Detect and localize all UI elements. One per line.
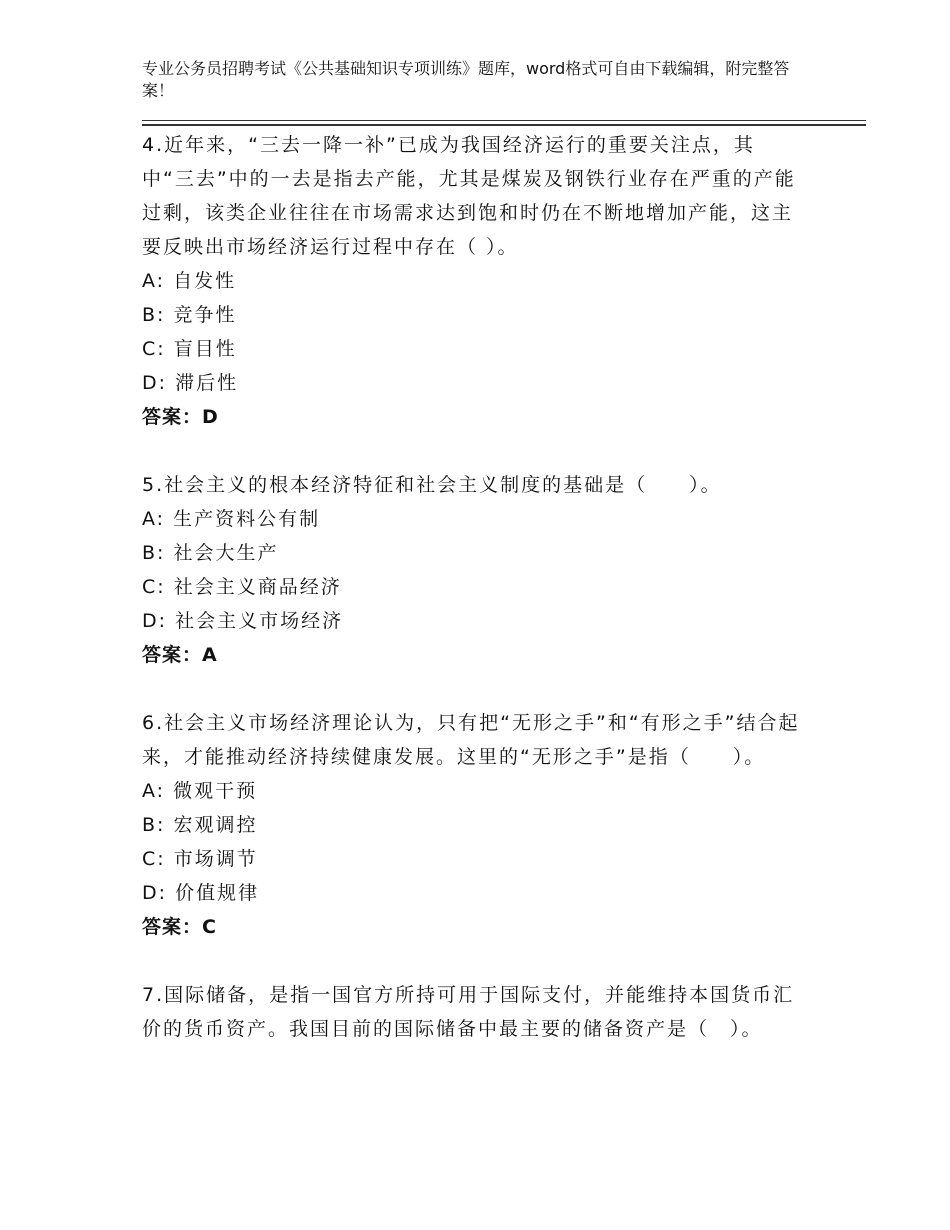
question-stem: 7.国际储备，是指一国官方所持可用于国际支付，并能维持本国货币汇价的货币资产。我国目前的国际储备中最主要的储备资产是（ ）。: [142, 984, 795, 1040]
option-c: C: 社会主义商品经济: [142, 576, 342, 598]
answer-line: 答案：D: [142, 406, 219, 428]
option-d: D: 社会主义市场经济: [142, 610, 344, 632]
option-c: C: 盲目性: [142, 338, 237, 360]
header-rule-thick: [142, 124, 866, 126]
option-b: B: 竞争性: [142, 304, 237, 326]
question-5: [142, 468, 802, 672]
option-b: B: 社会大生产: [142, 542, 279, 564]
question-7: [142, 978, 802, 1046]
document-header: 专业公务员招聘考试《公共基础知识专项训练》题库，word格式可自由下载编辑，附完整答案！: [142, 59, 790, 100]
answer-line: 答案：A: [142, 644, 218, 666]
question-list: [142, 128, 802, 1080]
option-c: C: 市场调节: [142, 848, 258, 870]
question-stem: 4.近年来，“三去一降一补”已成为我国经济运行的重要关注点，其中“三去”中的一去是指去产能，尤其是煤炭及钢铁行业存在严重的产能过剩，该类企业往往在市场需求达到饱和时仍在不断地增加产能，这主要反映出市场经济运行过程中存在（ ）。: [142, 134, 796, 258]
header-rule-thin: [142, 120, 866, 121]
option-a: A: 自发性: [142, 270, 237, 292]
option-a: A: 生产资料公有制: [142, 508, 321, 530]
question-6: [142, 706, 802, 944]
option-b: B: 宏观调控: [142, 814, 258, 836]
option-a: A: 微观干预: [142, 780, 258, 802]
question-4: [142, 128, 802, 434]
question-stem: 6.社会主义市场经济理论认为，只有把“无形之手”和“有形之手”结合起来，才能推动经济持续健康发展。这里的“无形之手”是指（ ）。: [142, 712, 800, 768]
answer-line: 答案：C: [142, 916, 217, 938]
option-d: D: 滞后性: [142, 372, 239, 394]
option-d: D: 价值规律: [142, 882, 260, 904]
question-stem: 5.社会主义的根本经济特征和社会主义制度的基础是（ ）。: [142, 474, 722, 496]
